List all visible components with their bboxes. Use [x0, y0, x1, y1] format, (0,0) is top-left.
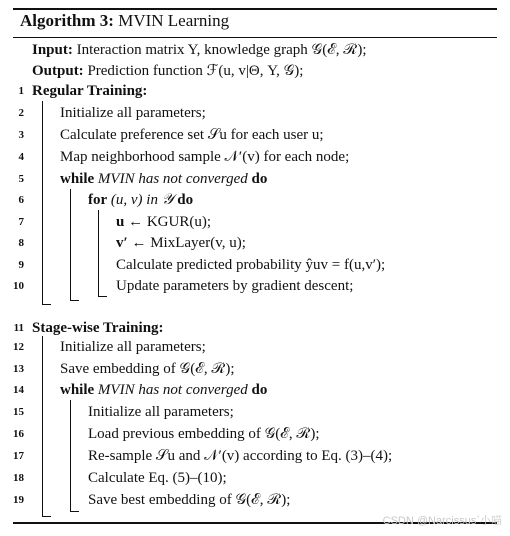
line-number: 10 [13, 280, 24, 292]
line-number: 3 [18, 129, 24, 141]
keyword-for: for [88, 192, 108, 208]
line-text: Re-sample 𝒮u and 𝒩′(v) according to Eq. (3)–(4); [88, 448, 393, 464]
line-number: 17 [13, 450, 24, 462]
section-heading: Regular Training: [32, 83, 148, 99]
keyword-do: do [177, 192, 194, 208]
line-number: 6 [18, 194, 24, 206]
input-label: Input: [32, 42, 73, 58]
line-number: 7 [18, 216, 24, 228]
stagewise-while-scope-bar [70, 400, 71, 511]
top-rule [13, 8, 497, 10]
line-number: 4 [18, 151, 24, 163]
line-text: Initialize all parameters; [88, 404, 234, 420]
loop-condition: MVIN has not converged [97, 171, 248, 187]
algorithm-name: MVIN Learning [118, 11, 230, 30]
scope-bar-foot [42, 304, 51, 305]
line-text: Calculate preference set 𝒮u for each user u; [60, 127, 324, 143]
line-text: ← KGUR(u); [128, 214, 212, 230]
regular-training-scope-bar [42, 101, 43, 304]
line-number: 16 [13, 428, 24, 440]
bold-variable: v′ [116, 235, 128, 251]
line-text: Load previous embedding of 𝒢(ℰ, ℛ); [88, 426, 320, 442]
line-text: Calculate predicted probability ŷuv = f(u,v′); [116, 257, 386, 273]
line-text: Save embedding of 𝒢(ℰ, ℛ); [60, 361, 235, 377]
scope-bar-foot [70, 511, 79, 512]
loop-condition: (u, v) in 𝒴 [110, 192, 174, 208]
line-text: Initialize all parameters; [60, 339, 206, 355]
algorithm-label: Algorithm 3: [20, 11, 114, 30]
bold-variable: u [116, 214, 125, 230]
line-text: Update parameters by gradient descent; [116, 278, 354, 294]
input-text: Interaction matrix Y, knowledge graph 𝒢(ℰ, ℛ); [76, 42, 367, 58]
line-number: 12 [13, 341, 24, 353]
output-text: Prediction function ℱ(u, v|Θ, Y, 𝒢); [87, 63, 304, 79]
loop-condition: MVIN has not converged [97, 382, 248, 398]
line-number: 15 [13, 406, 24, 418]
watermark: CSDN @Narcissus`小喵 [382, 515, 502, 527]
line-number: 1 [18, 85, 24, 97]
line-number: 5 [18, 173, 24, 185]
title-rule [13, 37, 497, 38]
section-heading: Stage-wise Training: [32, 320, 164, 336]
stagewise-training-scope-bar [42, 336, 43, 516]
keyword-while: while [60, 382, 95, 398]
algorithm-title [20, 11, 229, 31]
for-loop-scope-bar [98, 210, 99, 296]
line-text: Calculate Eq. (5)–(10); [88, 470, 227, 486]
line-number: 8 [18, 237, 24, 249]
scope-bar-foot [42, 516, 51, 517]
scope-bar-foot [70, 300, 79, 301]
line-text: ← MixLayer(v, u); [131, 235, 246, 251]
line-number: 9 [18, 259, 24, 271]
line-number: 14 [13, 384, 24, 396]
line-text: Map neighborhood sample 𝒩′(v) for each node; [60, 149, 350, 165]
line-number: 13 [13, 363, 24, 375]
line-number: 2 [18, 107, 24, 119]
line-text: Save best embedding of 𝒢(ℰ, ℛ); [88, 492, 291, 508]
keyword-do: do [251, 171, 268, 187]
line-number: 11 [13, 322, 24, 334]
line-text: Initialize all parameters; [60, 105, 206, 121]
line-number: 19 [13, 494, 24, 506]
keyword-do: do [251, 382, 268, 398]
scope-bar-foot [98, 296, 107, 297]
line-number: 18 [13, 472, 24, 484]
output-label: Output: [32, 63, 84, 79]
while-loop-scope-bar [70, 189, 71, 300]
keyword-while: while [60, 171, 95, 187]
